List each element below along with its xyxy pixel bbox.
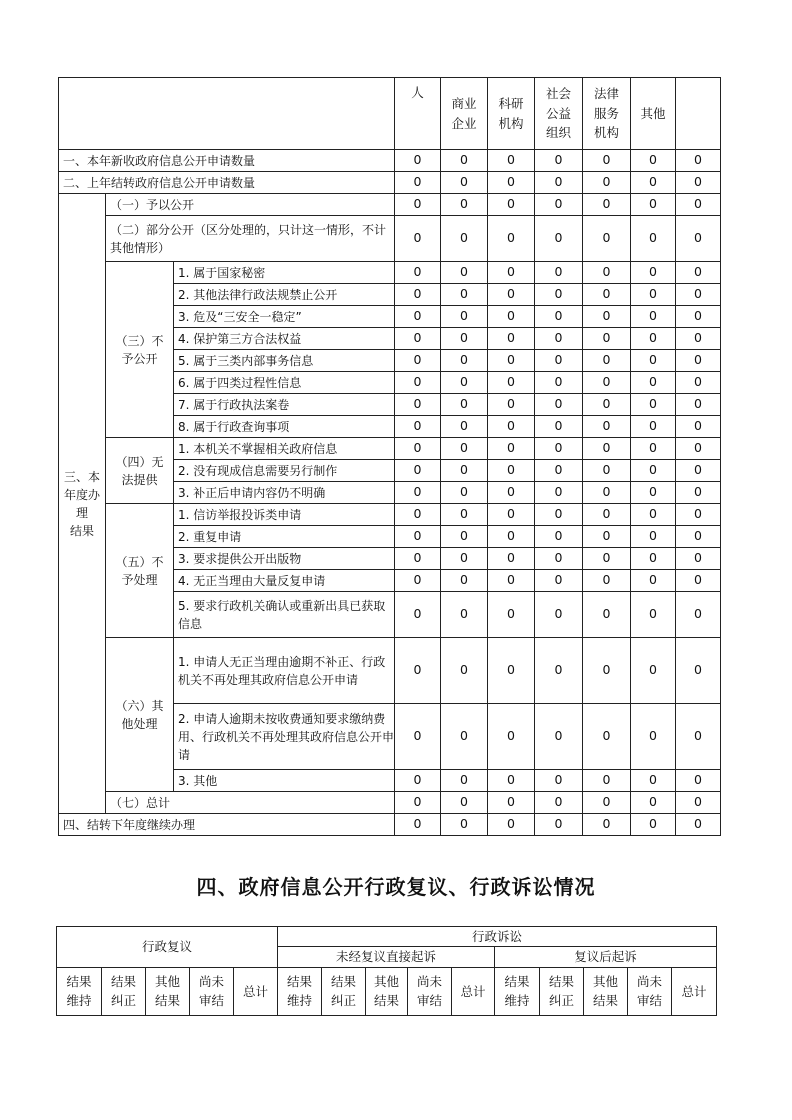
value-cell: 0 — [441, 704, 488, 770]
value-cell: 0 — [631, 328, 676, 350]
value-cell: 0 — [535, 416, 583, 438]
value-cell: 0 — [488, 372, 535, 394]
row-label: 5. 属于三类内部事务信息 — [174, 350, 395, 372]
value-cell: 0 — [631, 460, 676, 482]
value-cell: 0 — [631, 482, 676, 504]
table-row — [59, 504, 721, 526]
value-cell: 0 — [395, 306, 441, 328]
row-label: 1. 信访举报投诉类申请 — [174, 504, 395, 526]
table-row — [59, 792, 721, 814]
row-label: 3. 其他 — [174, 770, 395, 792]
value-cell: 0 — [583, 262, 631, 284]
value-cell: 0 — [488, 328, 535, 350]
row-label: 4. 无正当理由大量反复申请 — [174, 570, 395, 592]
value-cell: 0 — [441, 394, 488, 416]
value-cell: 0 — [583, 770, 631, 792]
value-cell: 0 — [395, 570, 441, 592]
value-cell: 0 — [441, 350, 488, 372]
value-cell: 0 — [583, 194, 631, 216]
value-cell: 0 — [395, 394, 441, 416]
value-cell: 0 — [535, 350, 583, 372]
row-label: 2. 其他法律行政法规禁止公开 — [174, 284, 395, 306]
value-cell: 0 — [583, 526, 631, 548]
row-label: 2. 没有现成信息需要另行制作 — [174, 460, 395, 482]
row-label: 2. 申请人逾期未按收费通知要求缴纳费用、行政机关不再处理其政府信息公开申请 — [174, 704, 395, 770]
row-label: （七）总计 — [106, 792, 395, 814]
value-cell: 0 — [441, 570, 488, 592]
value-cell: 0 — [535, 570, 583, 592]
sub-header: 尚未 审结 — [408, 967, 452, 1015]
value-cell: 0 — [676, 306, 721, 328]
value-cell: 0 — [583, 306, 631, 328]
value-cell: 0 — [631, 262, 676, 284]
column-header: 人 — [395, 78, 441, 150]
sub-header: 其他 结果 — [366, 967, 408, 1015]
value-cell: 0 — [676, 262, 721, 284]
table-row — [59, 172, 721, 194]
value-cell: 0 — [488, 216, 535, 262]
value-cell: 0 — [535, 328, 583, 350]
value-cell: 0 — [441, 504, 488, 526]
sub-header: 结果 纠正 — [540, 967, 584, 1015]
value-cell: 0 — [395, 592, 441, 638]
value-cell: 0 — [535, 150, 583, 172]
value-cell: 0 — [631, 570, 676, 592]
table-row — [59, 216, 721, 262]
value-cell: 0 — [488, 306, 535, 328]
column-header — [676, 78, 721, 150]
value-cell: 0 — [535, 814, 583, 836]
value-cell: 0 — [535, 770, 583, 792]
value-cell: 0 — [395, 526, 441, 548]
value-cell: 0 — [441, 592, 488, 638]
value-cell: 0 — [441, 548, 488, 570]
value-cell: 0 — [395, 194, 441, 216]
application-statistics-table — [58, 77, 721, 836]
value-cell: 0 — [535, 284, 583, 306]
value-cell: 0 — [535, 504, 583, 526]
value-cell: 0 — [535, 704, 583, 770]
value-cell: 0 — [631, 438, 676, 460]
row-label: 7. 属于行政执法案卷 — [174, 394, 395, 416]
value-cell: 0 — [631, 814, 676, 836]
value-cell: 0 — [583, 150, 631, 172]
value-cell: 0 — [583, 438, 631, 460]
value-cell: 0 — [441, 194, 488, 216]
sub-header: 总计 — [234, 967, 278, 1015]
value-cell: 0 — [488, 526, 535, 548]
value-cell: 0 — [395, 814, 441, 836]
value-cell: 0 — [583, 548, 631, 570]
value-cell: 0 — [488, 814, 535, 836]
value-cell: 0 — [583, 814, 631, 836]
value-cell: 0 — [535, 526, 583, 548]
value-cell: 0 — [676, 638, 721, 704]
value-cell: 0 — [583, 216, 631, 262]
value-cell: 0 — [395, 460, 441, 482]
value-cell: 0 — [395, 284, 441, 306]
value-cell: 0 — [395, 262, 441, 284]
table-row — [59, 638, 721, 704]
value-cell: 0 — [676, 792, 721, 814]
table-row — [59, 438, 721, 460]
row-label: 3. 补正后申请内容仍不明确 — [174, 482, 395, 504]
column-header: 其他 — [631, 78, 676, 150]
value-cell: 0 — [676, 482, 721, 504]
value-cell: 0 — [676, 350, 721, 372]
value-cell: 0 — [676, 150, 721, 172]
table-row — [59, 150, 721, 172]
value-cell: 0 — [676, 172, 721, 194]
value-cell: 0 — [583, 350, 631, 372]
value-cell: 0 — [631, 704, 676, 770]
row-label: 2. 重复申请 — [174, 526, 395, 548]
value-cell: 0 — [631, 592, 676, 638]
value-cell: 0 — [676, 216, 721, 262]
value-cell: 0 — [631, 306, 676, 328]
admin-review-header: 行政复议 — [57, 927, 278, 968]
value-cell: 0 — [441, 792, 488, 814]
value-cell: 0 — [488, 460, 535, 482]
value-cell: 0 — [676, 770, 721, 792]
row-label: （一）予以公开 — [106, 194, 395, 216]
value-cell: 0 — [535, 394, 583, 416]
value-cell: 0 — [395, 350, 441, 372]
value-cell: 0 — [395, 328, 441, 350]
value-cell: 0 — [676, 526, 721, 548]
value-cell: 0 — [631, 770, 676, 792]
value-cell: 0 — [583, 792, 631, 814]
value-cell: 0 — [395, 792, 441, 814]
value-cell: 0 — [676, 460, 721, 482]
value-cell: 0 — [676, 438, 721, 460]
value-cell: 0 — [441, 306, 488, 328]
value-cell: 0 — [583, 570, 631, 592]
header-corner-cell — [59, 78, 395, 150]
value-cell: 0 — [631, 394, 676, 416]
value-cell: 0 — [441, 172, 488, 194]
value-cell: 0 — [395, 416, 441, 438]
column-header: 科研 机构 — [488, 78, 535, 150]
value-cell: 0 — [488, 548, 535, 570]
value-cell: 0 — [676, 548, 721, 570]
value-cell: 0 — [488, 504, 535, 526]
value-cell: 0 — [631, 548, 676, 570]
row-label: 一、本年新收政府信息公开申请数量 — [59, 150, 395, 172]
value-cell: 0 — [488, 416, 535, 438]
value-cell: 0 — [631, 150, 676, 172]
value-cell: 0 — [488, 704, 535, 770]
row-label: 3. 危及“三安全一稳定” — [174, 306, 395, 328]
value-cell: 0 — [395, 216, 441, 262]
value-cell: 0 — [583, 638, 631, 704]
value-cell: 0 — [676, 704, 721, 770]
value-cell: 0 — [583, 394, 631, 416]
value-cell: 0 — [441, 438, 488, 460]
value-cell: 0 — [631, 172, 676, 194]
sub-header: 总计 — [672, 967, 717, 1015]
value-cell: 0 — [583, 482, 631, 504]
value-cell: 0 — [535, 306, 583, 328]
value-cell: 0 — [441, 284, 488, 306]
value-cell: 0 — [488, 438, 535, 460]
value-cell: 0 — [631, 504, 676, 526]
value-cell: 0 — [583, 172, 631, 194]
value-cell: 0 — [535, 438, 583, 460]
value-cell: 0 — [441, 416, 488, 438]
value-cell: 0 — [676, 328, 721, 350]
section-3-label: 三、本 年度办理 结果 — [59, 194, 106, 814]
value-cell: 0 — [535, 216, 583, 262]
row-label: 1. 属于国家秘密 — [174, 262, 395, 284]
row-label: 8. 属于行政查询事项 — [174, 416, 395, 438]
group-label: （五）不 予处理 — [106, 504, 174, 638]
sub-header: 尚未 审结 — [190, 967, 234, 1015]
value-cell: 0 — [488, 350, 535, 372]
value-cell: 0 — [676, 504, 721, 526]
value-cell: 0 — [395, 638, 441, 704]
value-cell: 0 — [488, 638, 535, 704]
value-cell: 0 — [631, 216, 676, 262]
sub-header: 结果 维持 — [278, 967, 322, 1015]
value-cell: 0 — [395, 704, 441, 770]
sub-header: 结果 维持 — [57, 967, 102, 1015]
value-cell: 0 — [488, 262, 535, 284]
value-cell: 0 — [488, 172, 535, 194]
value-cell: 0 — [676, 416, 721, 438]
row-label: 3. 要求提供公开出版物 — [174, 548, 395, 570]
sub-header: 尚未 审结 — [628, 967, 672, 1015]
row-label: （二）部分公开（区分处理的，只计这一情形，不计其他情形） — [106, 216, 395, 262]
column-header: 社会 公益 组织 — [535, 78, 583, 150]
value-cell: 0 — [488, 770, 535, 792]
row-label: 4. 保护第三方合法权益 — [174, 328, 395, 350]
column-header: 法律 服务 机构 — [583, 78, 631, 150]
value-cell: 0 — [488, 194, 535, 216]
sub-header: 其他 结果 — [584, 967, 628, 1015]
value-cell: 0 — [441, 150, 488, 172]
group-label: （四）无 法提供 — [106, 438, 174, 504]
value-cell: 0 — [395, 548, 441, 570]
value-cell: 0 — [535, 792, 583, 814]
value-cell: 0 — [441, 638, 488, 704]
after-review-header: 复议后起诉 — [495, 947, 717, 967]
value-cell: 0 — [535, 592, 583, 638]
value-cell: 0 — [676, 570, 721, 592]
value-cell: 0 — [395, 172, 441, 194]
value-cell: 0 — [631, 526, 676, 548]
row-label: 四、结转下年度继续办理 — [59, 814, 395, 836]
value-cell: 0 — [488, 284, 535, 306]
section-4-title: 四、政府信息公开行政复议、行政诉讼情况 — [196, 875, 596, 899]
value-cell: 0 — [441, 262, 488, 284]
value-cell: 0 — [395, 770, 441, 792]
value-cell: 0 — [535, 172, 583, 194]
value-cell: 0 — [583, 704, 631, 770]
value-cell: 0 — [676, 372, 721, 394]
value-cell: 0 — [583, 328, 631, 350]
value-cell: 0 — [535, 548, 583, 570]
group-label: （六）其 他处理 — [106, 638, 174, 792]
value-cell: 0 — [395, 372, 441, 394]
value-cell: 0 — [535, 372, 583, 394]
table-row — [59, 194, 721, 216]
value-cell: 0 — [631, 350, 676, 372]
row-label: 6. 属于四类过程性信息 — [174, 372, 395, 394]
value-cell: 0 — [441, 216, 488, 262]
sub-header: 总计 — [452, 967, 495, 1015]
value-cell: 0 — [631, 792, 676, 814]
value-cell: 0 — [441, 482, 488, 504]
value-cell: 0 — [631, 638, 676, 704]
value-cell: 0 — [583, 504, 631, 526]
direct-suit-header: 未经复议直接起诉 — [278, 947, 495, 967]
value-cell: 0 — [676, 592, 721, 638]
table-row — [59, 78, 721, 150]
value-cell: 0 — [535, 460, 583, 482]
value-cell: 0 — [676, 394, 721, 416]
sub-header: 其他 结果 — [146, 967, 190, 1015]
value-cell: 0 — [583, 416, 631, 438]
value-cell: 0 — [441, 372, 488, 394]
value-cell: 0 — [535, 638, 583, 704]
value-cell: 0 — [395, 482, 441, 504]
review-litigation-table — [56, 926, 717, 1016]
value-cell: 0 — [676, 194, 721, 216]
sub-header: 结果 纠正 — [102, 967, 146, 1015]
value-cell: 0 — [583, 592, 631, 638]
value-cell: 0 — [583, 284, 631, 306]
admin-litigation-header: 行政诉讼 — [278, 927, 717, 947]
value-cell: 0 — [395, 438, 441, 460]
value-cell: 0 — [395, 150, 441, 172]
value-cell: 0 — [441, 328, 488, 350]
value-cell: 0 — [631, 372, 676, 394]
value-cell: 0 — [441, 526, 488, 548]
value-cell: 0 — [488, 570, 535, 592]
row-label: 1. 本机关不掌握相关政府信息 — [174, 438, 395, 460]
value-cell: 0 — [488, 150, 535, 172]
value-cell: 0 — [535, 262, 583, 284]
group-label: （三）不 予公开 — [106, 262, 174, 438]
column-header: 商业 企业 — [441, 78, 488, 150]
value-cell: 0 — [631, 284, 676, 306]
row-label: 1. 申请人无正当理由逾期不补正、行政机关不再处理其政府信息公开申请 — [174, 638, 395, 704]
value-cell: 0 — [488, 482, 535, 504]
row-label: 5. 要求行政机关确认或重新出具已获取信息 — [174, 592, 395, 638]
value-cell: 0 — [488, 394, 535, 416]
value-cell: 0 — [441, 460, 488, 482]
value-cell: 0 — [583, 372, 631, 394]
sub-header: 结果 维持 — [495, 967, 540, 1015]
value-cell: 0 — [535, 194, 583, 216]
value-cell: 0 — [395, 504, 441, 526]
table-row — [59, 262, 721, 284]
value-cell: 0 — [488, 792, 535, 814]
value-cell: 0 — [535, 482, 583, 504]
table-row — [59, 814, 721, 836]
row-label: 二、上年结转政府信息公开申请数量 — [59, 172, 395, 194]
value-cell: 0 — [631, 194, 676, 216]
value-cell: 0 — [488, 592, 535, 638]
value-cell: 0 — [631, 416, 676, 438]
value-cell: 0 — [583, 460, 631, 482]
value-cell: 0 — [441, 814, 488, 836]
value-cell: 0 — [676, 814, 721, 836]
value-cell: 0 — [676, 284, 721, 306]
sub-header: 结果 纠正 — [322, 967, 366, 1015]
value-cell: 0 — [441, 770, 488, 792]
